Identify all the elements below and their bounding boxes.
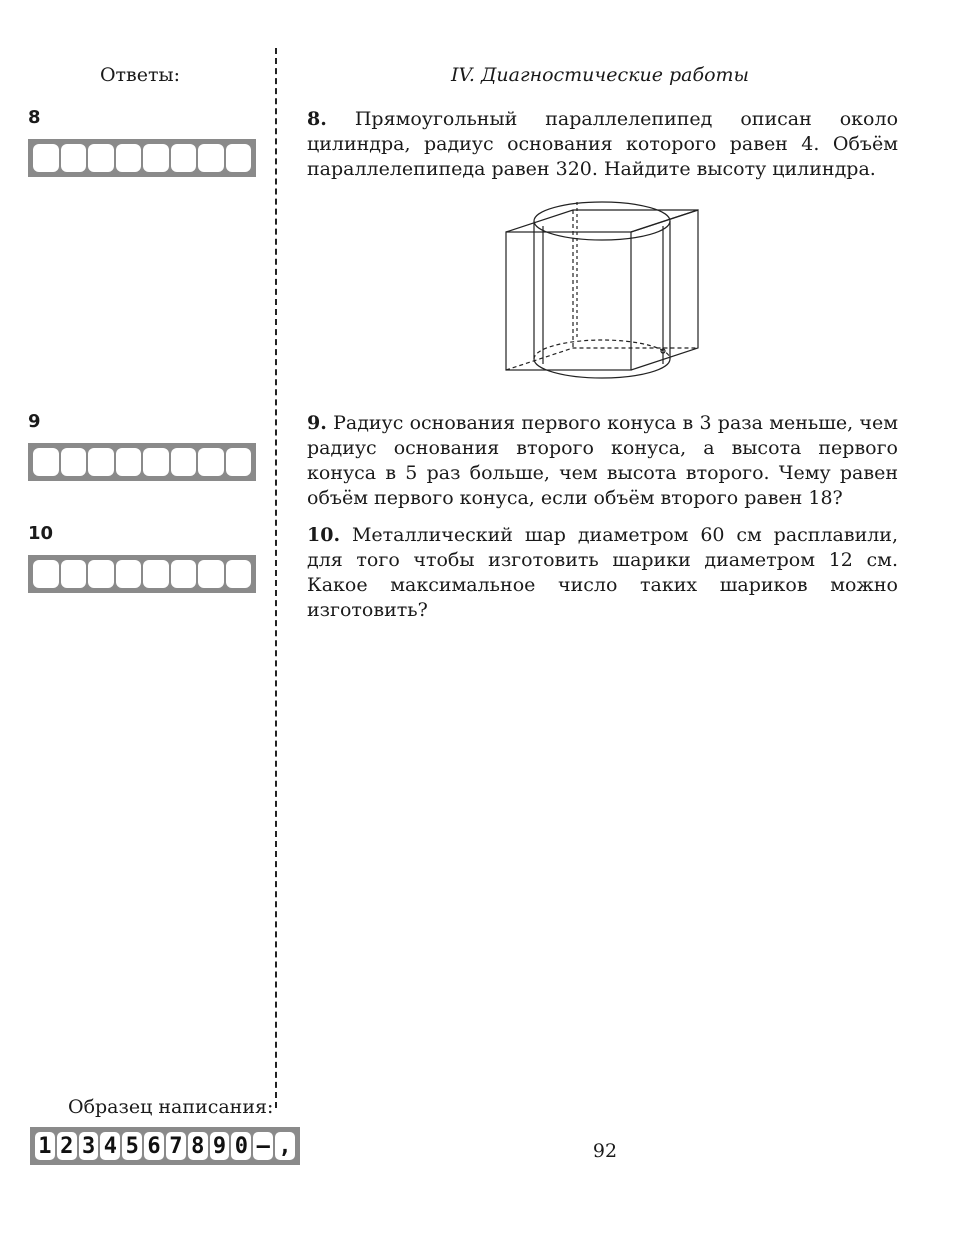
task-9	[307, 411, 898, 511]
cylinder-in-box-figure	[500, 196, 705, 396]
answer-cell[interactable]	[198, 448, 224, 476]
answer-number-8: 8	[28, 107, 41, 128]
answer-cell[interactable]	[171, 448, 197, 476]
answer-cell[interactable]	[61, 144, 87, 172]
answer-cell[interactable]	[171, 144, 197, 172]
page-number: 92	[592, 1140, 618, 1162]
cut-line-divider	[275, 48, 277, 1108]
answer-boxes-9[interactable]	[28, 443, 256, 481]
sample-label: Образец написания:	[68, 1096, 274, 1118]
task-number: 8.	[307, 108, 327, 130]
task-8	[307, 107, 898, 182]
sample-glyph: 1	[35, 1132, 55, 1160]
task-number: 10.	[307, 524, 341, 546]
answer-cell[interactable]	[116, 560, 142, 588]
answer-cell[interactable]	[226, 560, 252, 588]
answers-header: Ответы:	[99, 64, 181, 86]
answer-cell[interactable]	[226, 144, 252, 172]
sample-glyph: 7	[166, 1132, 186, 1160]
sample-glyph-row	[30, 1127, 300, 1165]
answer-boxes-10[interactable]	[28, 555, 256, 593]
answer-number-9: 9	[28, 411, 41, 432]
answer-cell[interactable]	[33, 560, 59, 588]
answer-cell[interactable]	[198, 560, 224, 588]
sample-glyph: 0	[231, 1132, 251, 1160]
task-number: 9.	[307, 412, 327, 434]
answer-cell[interactable]	[171, 560, 197, 588]
answer-cell[interactable]	[61, 448, 87, 476]
answer-cell[interactable]	[226, 448, 252, 476]
answer-cell[interactable]	[88, 560, 114, 588]
sample-glyph: 2	[57, 1132, 77, 1160]
section-title: IV. Диагностические работы	[450, 64, 750, 86]
answer-cell[interactable]	[143, 144, 169, 172]
answer-cell[interactable]	[88, 448, 114, 476]
sample-glyph: ,	[275, 1132, 295, 1160]
answer-cell[interactable]	[198, 144, 224, 172]
answer-cell[interactable]	[33, 144, 59, 172]
sample-glyph: 9	[210, 1132, 230, 1160]
answer-cell[interactable]	[143, 448, 169, 476]
answer-cell[interactable]	[116, 144, 142, 172]
answer-cell[interactable]	[116, 448, 142, 476]
answer-cell[interactable]	[88, 144, 114, 172]
answer-cell[interactable]	[61, 560, 87, 588]
answer-cell[interactable]	[143, 560, 169, 588]
task-text: Прямоугольный параллелепипед описан около цилиндра, радиус основания которого равен 4. Объём параллелепипеда равен 320. Найдите высоту цилиндра.	[307, 108, 899, 180]
sample-glyph: 8	[188, 1132, 208, 1160]
sample-glyph: –	[253, 1132, 273, 1160]
task-text: Металлический шар диаметром 60 см расплавили, для того чтобы изготовить шарики диаметром 12 см. Какое максимальное число таких шариков можно изготовить?	[307, 524, 899, 621]
answer-cell[interactable]	[33, 448, 59, 476]
sample-glyph: 3	[79, 1132, 99, 1160]
sample-glyph: 6	[144, 1132, 164, 1160]
answer-number-10: 10	[28, 523, 54, 544]
sample-glyph: 5	[122, 1132, 142, 1160]
task-text: Радиус основания первого конуса в 3 раза меньше, чем радиус основания второго конуса, а высота первого конуса в 5 раз больше, чем высота второго. Чему равен объём первого конуса, если объём второго равен 18?	[307, 412, 898, 509]
task-10	[307, 523, 898, 623]
sample-glyph: 4	[100, 1132, 120, 1160]
answer-boxes-8[interactable]	[28, 139, 256, 177]
